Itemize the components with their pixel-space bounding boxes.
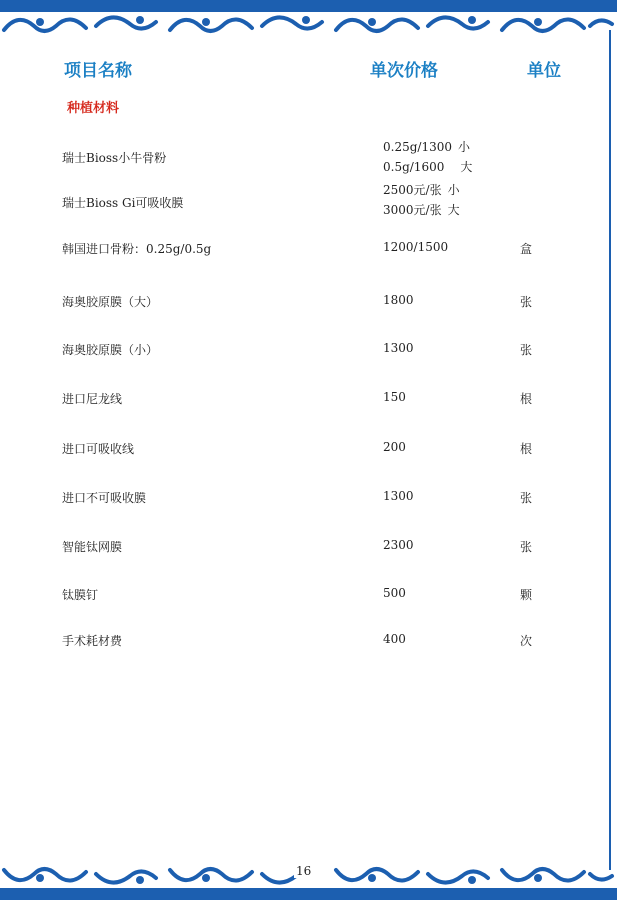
item-name: 手术耗材费 — [62, 634, 123, 648]
cloud-border-top — [0, 0, 617, 46]
item-price: 400 — [383, 632, 406, 646]
column-header-unit: 单位 — [527, 61, 561, 81]
item-name: 进口可吸收线 — [62, 442, 135, 456]
size-tag: 小 — [457, 140, 470, 154]
item-price: 1300 — [383, 341, 414, 355]
item-name: 韩国进口骨粉：0.25g/0.5g — [62, 242, 212, 256]
item-unit: 次 — [520, 634, 533, 648]
column-header-price: 单次价格 — [370, 61, 438, 81]
item-name: 瑞士Bioss Gi可吸收膜 — [62, 196, 184, 210]
column-header-name: 项目名称 — [64, 61, 132, 81]
item-price: 2300 — [383, 538, 414, 552]
item-price: 1200/1500 — [383, 240, 449, 254]
item-name: 瑞士Bioss小牛骨粉 — [62, 151, 167, 165]
size-tag: 小 — [447, 183, 460, 197]
item-price: 1800 — [383, 293, 414, 307]
section-title: 种植材料 — [67, 101, 120, 116]
item-price-options — [383, 180, 460, 220]
size-tag: 大 — [447, 203, 460, 217]
price-value: 3000元/张 — [383, 203, 442, 217]
price-value: 0.5g/1600 — [383, 160, 445, 174]
item-price: 200 — [383, 440, 406, 454]
price-value: 2500元/张 — [383, 183, 442, 197]
item-unit: 颗 — [520, 588, 533, 602]
item-price: 150 — [383, 390, 406, 404]
item-name: 钛膜钉 — [62, 588, 99, 602]
right-border-line — [609, 30, 611, 870]
item-name: 进口不可吸收膜 — [62, 491, 147, 505]
item-unit: 张 — [520, 491, 533, 505]
item-unit: 张 — [520, 540, 533, 554]
item-price: 500 — [383, 586, 406, 600]
item-name: 智能钛网膜 — [62, 540, 123, 554]
price-value: 0.25g/1300 — [383, 140, 452, 154]
size-tag: 大 — [460, 160, 473, 174]
item-price: 1300 — [383, 489, 414, 503]
item-unit: 张 — [520, 343, 533, 357]
page-number: 16 — [296, 864, 312, 878]
item-unit: 根 — [520, 442, 533, 456]
item-unit: 根 — [520, 392, 533, 406]
item-price-options — [383, 137, 472, 177]
item-name: 海奥胶原膜（小） — [62, 343, 159, 357]
item-name: 海奥胶原膜（大） — [62, 295, 159, 309]
item-unit: 张 — [520, 295, 533, 309]
table-header — [0, 56, 617, 82]
item-unit: 盒 — [520, 242, 533, 256]
item-name: 进口尼龙线 — [62, 392, 123, 406]
